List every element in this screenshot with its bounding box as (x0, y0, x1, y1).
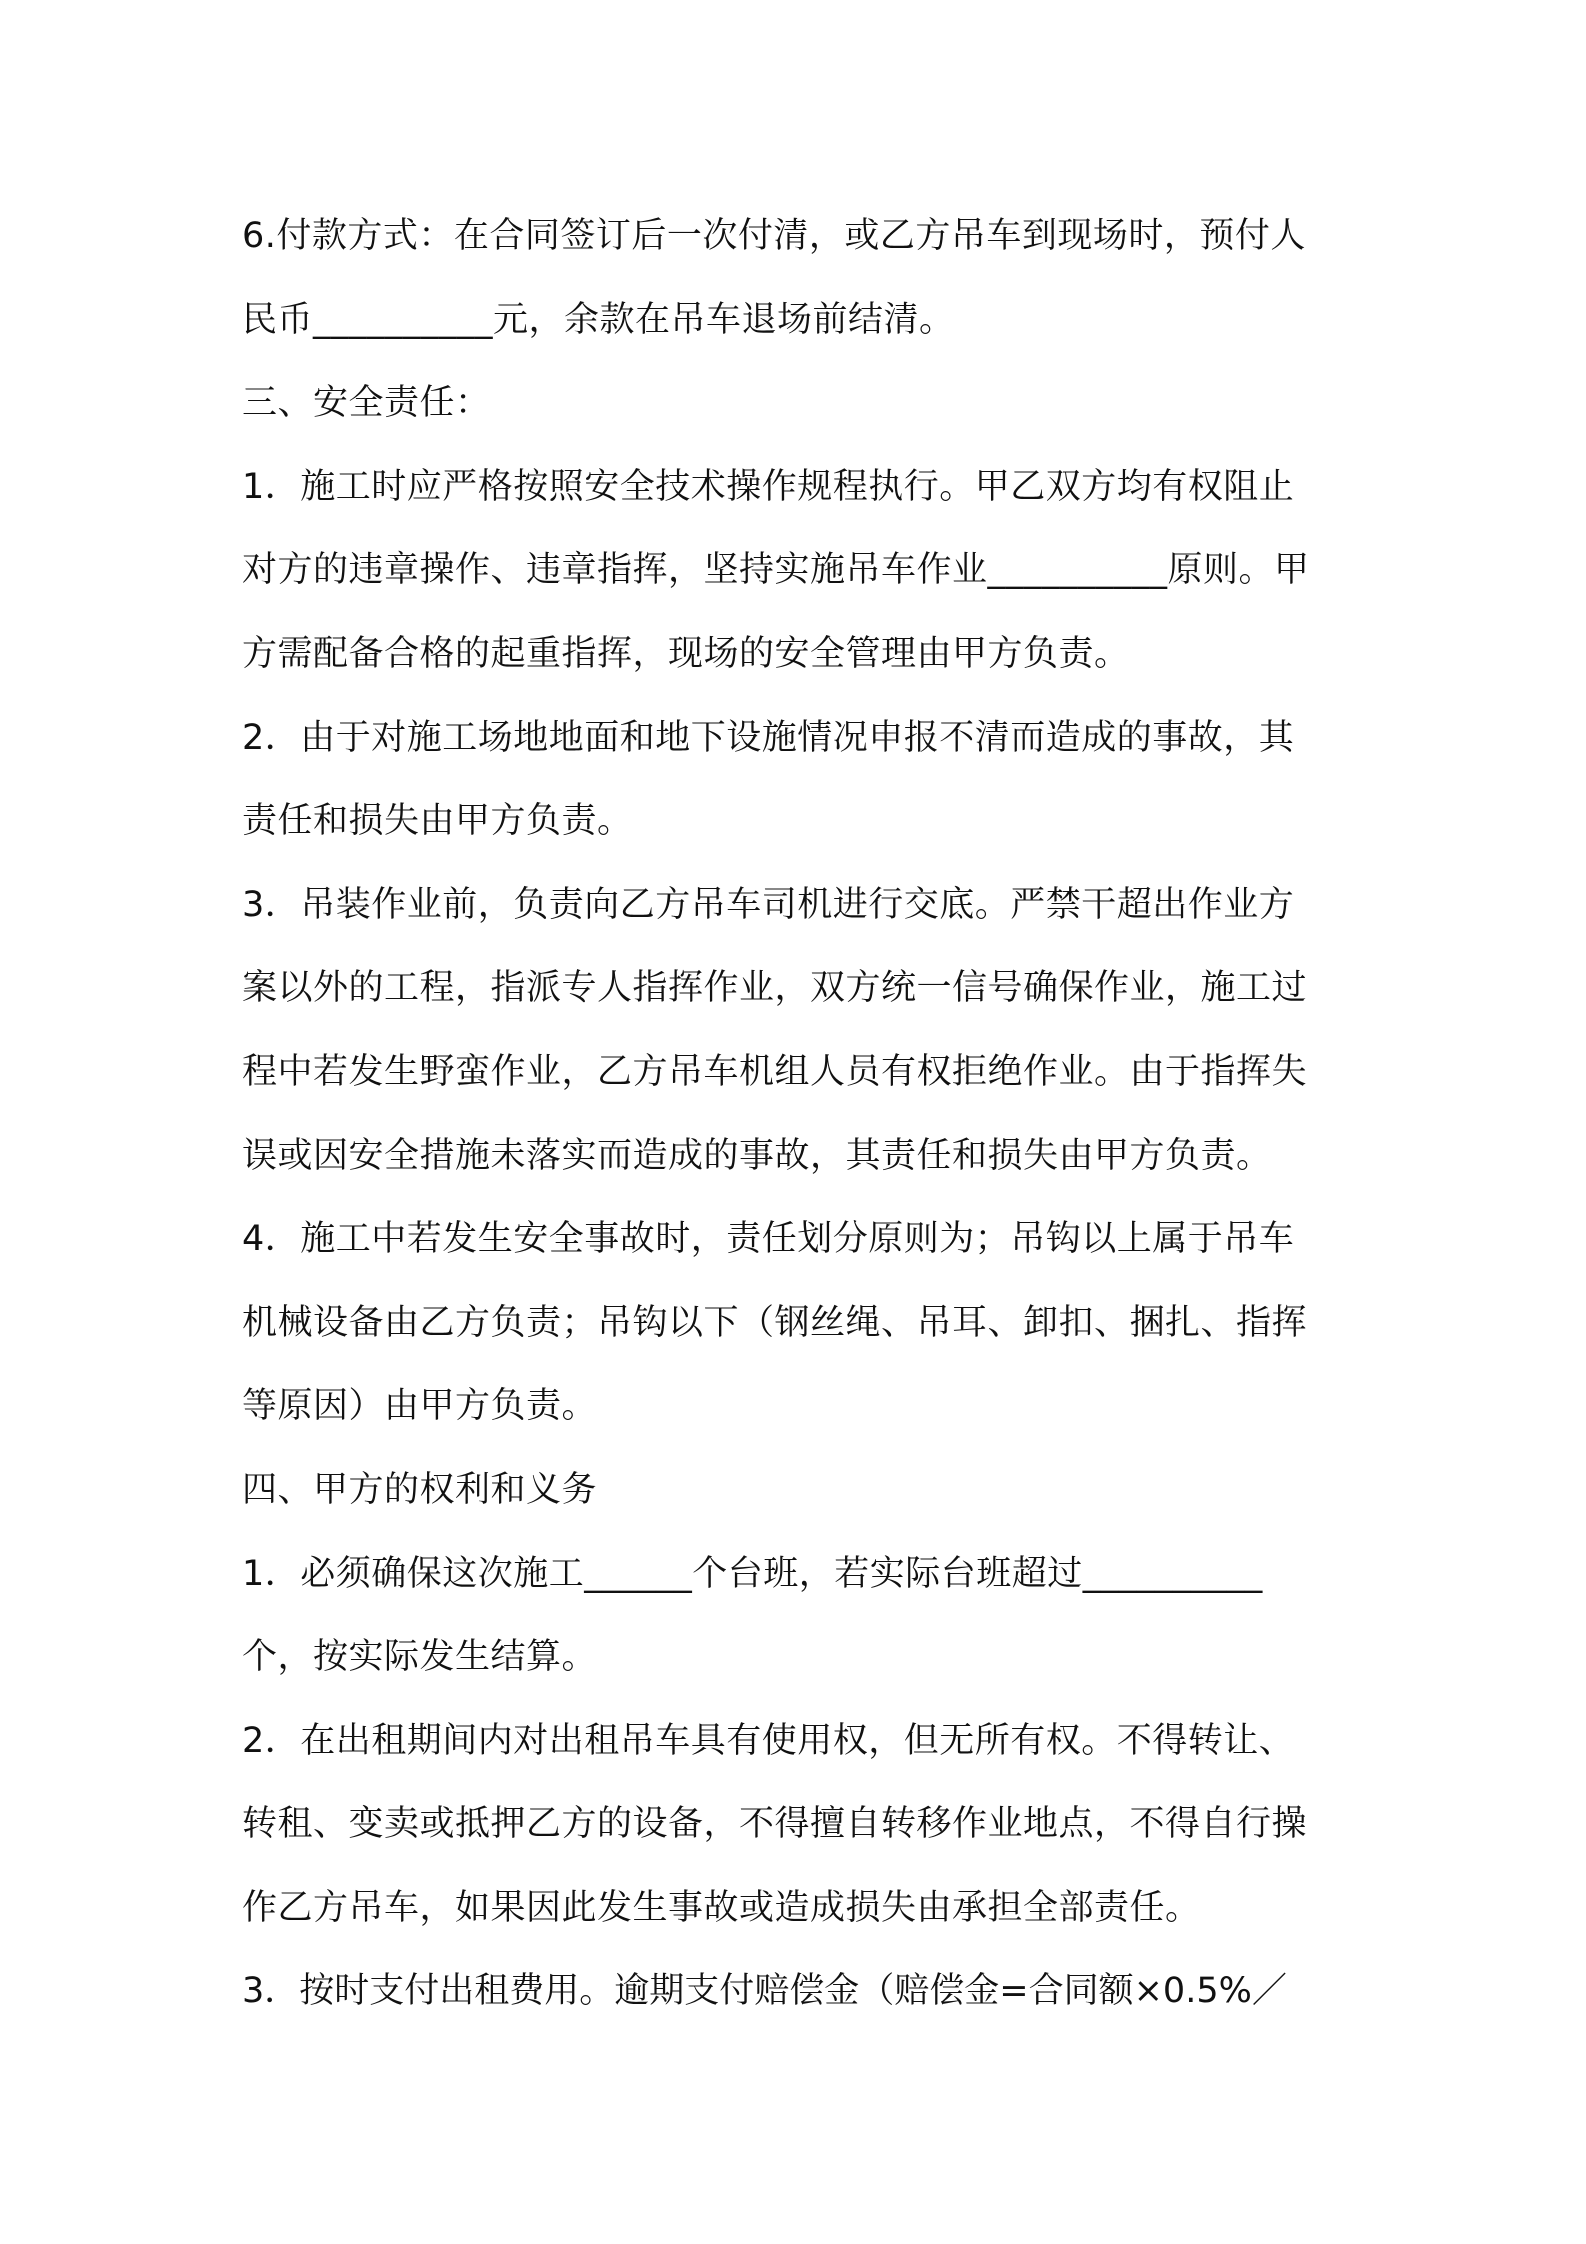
text-line-14: 机械设备由乙方负责；吊钩以下（钢丝绳、吊耳、卸扣、捆扎、指挥 (242, 1302, 1308, 1343)
text-line-18: 个，按实际发生结算。 (242, 1637, 598, 1678)
text-line-12: 误或因安全措施未落实而造成的事故，其责任和损失由甲方负责。 (242, 1135, 1272, 1176)
text-line-2: 民币__________元，余款在吊车退场前结清。 (242, 299, 955, 340)
text-line-11: 程中若发生野蛮作业，乙方吊车机组人员有权拒绝作业。由于指挥失 (242, 1051, 1308, 1092)
text-line-20: 转租、变卖或抵押乙方的设备，不得擅自转移作业地点，不得自行操 (242, 1804, 1308, 1845)
text-line-17: 1．必须确保这次施工______个台班，若实际台班超过__________ (242, 1553, 1263, 1594)
section-heading-safety: 三、安全责任： (242, 383, 491, 424)
text-line-13: 4．施工中若发生安全事故时，责任划分原则为；吊钩以上属于吊车 (242, 1219, 1295, 1260)
text-line-21: 作乙方吊车，如果因此发生事故或造成损失由承担全部责任。 (242, 1887, 1201, 1928)
text-line-5: 对方的违章操作、违章指挥，坚持实施吊车作业__________原则。甲 (242, 550, 1310, 591)
text-line-19: 2．在出租期间内对出租吊车具有使用权，但无所有权。不得转让、 (242, 1720, 1295, 1761)
text-line-1: 6.付款方式：在合同签订后一次付清，或乙方吊车到现场时，预付人 (242, 216, 1306, 256)
text-line-22: 3．按时支付出租费用。逾期支付赔偿金（赔偿金=合同额×0.5%／ (242, 1971, 1287, 2012)
text-line-4: 1．施工时应严格按照安全技术操作规程执行。甲乙双方均有权阻止 (242, 466, 1295, 507)
section-heading-party-a: 四、甲方的权利和义务 (242, 1469, 598, 1510)
text-line-9: 3．吊装作业前，负责向乙方吊车司机进行交底。严禁干超出作业方 (242, 884, 1295, 925)
text-line-15: 等原因）由甲方负责。 (242, 1386, 598, 1427)
document-page (242, 195, 1354, 2034)
text-line-7: 2．由于对施工场地地面和地下设施情况申报不清而造成的事故，其 (242, 717, 1295, 758)
text-line-10: 案以外的工程，指派专人指挥作业，双方统一信号确保作业，施工过 (242, 968, 1308, 1009)
text-line-8: 责任和损失由甲方负责。 (242, 801, 633, 842)
text-line-6: 方需配备合格的起重指挥，现场的安全管理由甲方负责。 (242, 633, 1130, 674)
